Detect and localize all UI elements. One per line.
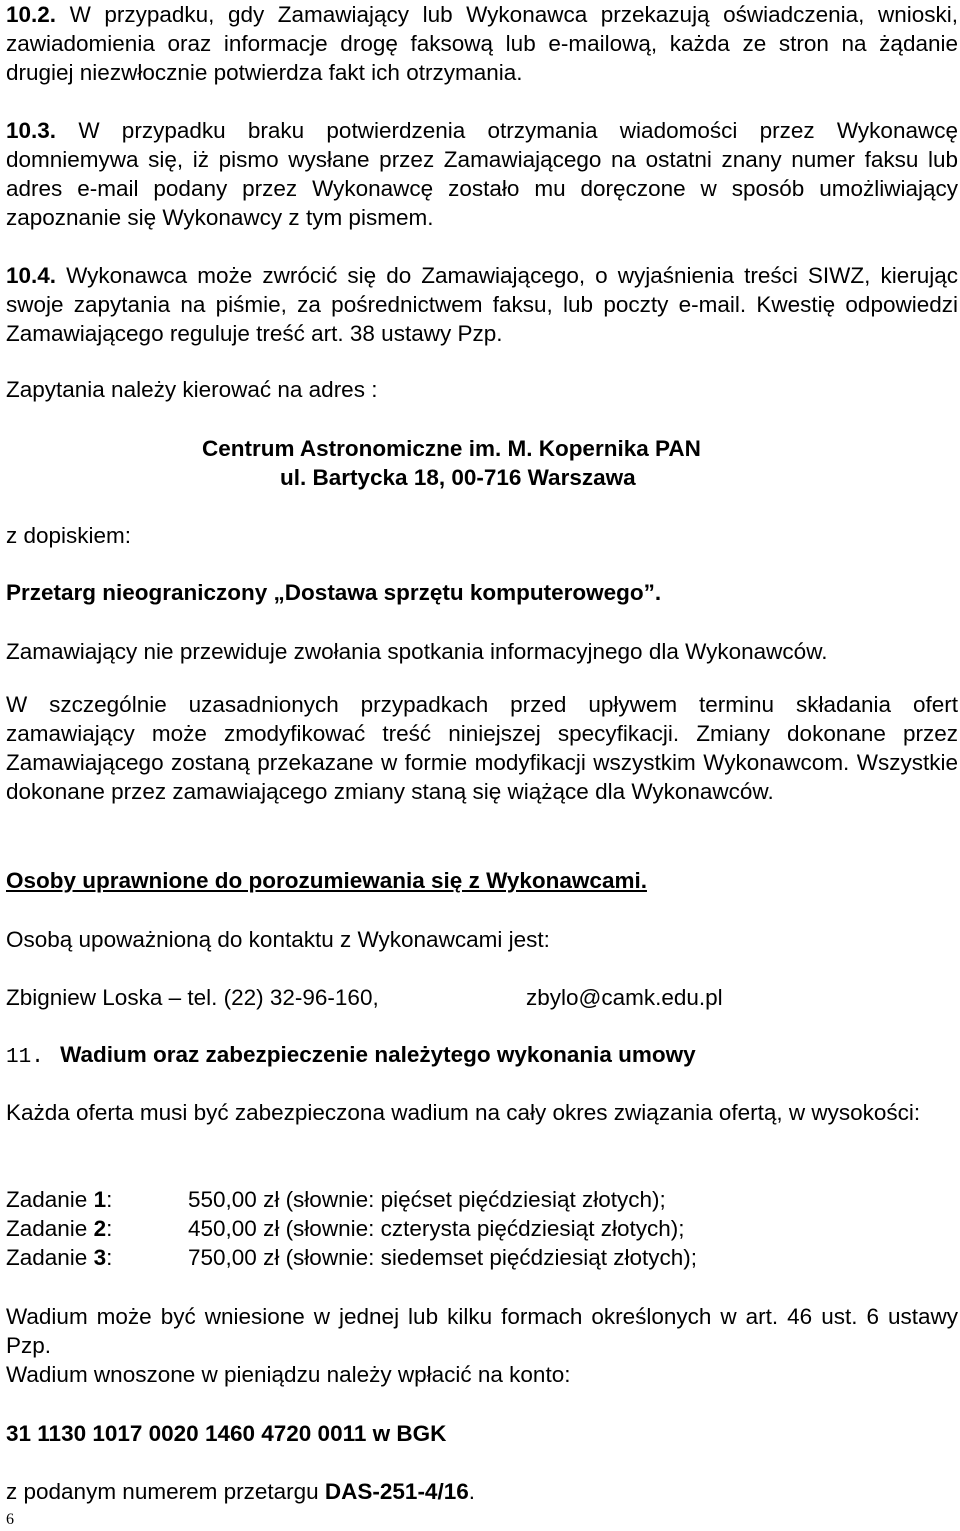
task-number: 2 [93,1216,107,1241]
address-line-2: ul. Bartycka 18, 00-716 Warszawa [280,465,636,490]
task-row-1 [6,1185,666,1214]
section-title: Wadium oraz zabezpieczenie należytego wykonania umowy [60,1042,696,1067]
section-text: W przypadku braku potwierdzenia otrzymania wiadomości przez Wykonawcę domniemywa się, iż pismo wysłane przez Zamawiającego na ostatni znany numer faksu lub adres e-mail podany przez Wykonawcę zostało mu doręczone w sposób umożliwiający zapoznanie się Wykonawcy z tym pismem. [6,118,958,230]
wadium-cash: Wadium wnoszone w pieniądzu należy wpłacić na konto: [6,1362,571,1387]
section-10-2 [6,0,958,87]
section-number: 10.4. [6,263,57,288]
tender-reference [6,1477,475,1506]
wadium-forms: Wadium może być wniesione w jednej lub kilku formach określonych w art. 46 ust. 6 ustawy Pzp. [6,1304,958,1358]
task-row-3 [6,1243,697,1272]
task-colon: : [106,1245,113,1270]
bank-account: 31 1130 1017 0020 1460 4720 0011 w BGK [6,1421,447,1446]
reference-suffix: . [468,1479,475,1504]
section-10-3 [6,116,958,232]
section-number: 11. [6,1046,44,1069]
task-colon: : [106,1216,113,1241]
contact-heading: Osoby uprawnione do porozumiewania się z Wykonawcami. [6,868,647,893]
address-intro: Zapytania należy kierować na adres : [6,377,378,402]
modifications-paragraph: W szczególnie uzasadnionych przypadkach przed upływem terminu składania ofert zamawiający może zmodyfikować treść niniejszej specyfikacji. Zmiany dokonane przez Zamawiającego zostaną przekazane w formie modyfikacji wszystkim Wykonawcom. Wszystkie dokonane przez zamawiającego zmiany staną się wiążące dla Wykonawców. [6,692,958,804]
task-label: Zadanie [6,1187,94,1212]
task-number: 3 [93,1245,107,1270]
section-number: 10.3. [6,118,57,143]
reference-number: DAS-251-4/16 [324,1479,469,1504]
contact-email: zbylo@camk.edu.pl [526,985,723,1010]
annotation-label: z dopiskiem: [6,523,132,548]
task-number: 1 [93,1187,107,1212]
address-line-1: Centrum Astronomiczne im. M. Kopernika PAN [202,436,701,461]
no-meeting-note: Zamawiający nie przewiduje zwołania spotkania informacyjnego dla Wykonawców. [6,639,828,664]
task-label: Zadanie [6,1216,94,1241]
section-text: W przypadku, gdy Zamawiający lub Wykonawca przekazują oświadczenia, wnioski, zawiadomienia oraz informacje drogę faksową lub e-mailową, każda ze stron na żądanie drugiej niezwłocznie potwierdza fakt ich otrzymania. [6,2,958,85]
section-number: 10.2. [6,2,57,27]
annotation-text: Przetarg nieograniczony „Dostawa sprzętu komputerowego”. [6,580,662,605]
task-row-2 [6,1214,684,1243]
task-label: Zadanie [6,1245,94,1270]
section-text: Wykonawca może zwrócić się do Zamawiającego, o wyjaśnienia treści SIWZ, kierując swoje zapytania na piśmie, za pośrednictwem faksu, lub poczty e-mail. Kwestię odpowiedzi Zamawiającego reguluje treść art. 38 ustawy Pzp. [6,263,958,346]
page-number: 6 [6,1511,14,1528]
task-amount: 750,00 zł (słownie: siedemset pięćdziesiąt złotych); [188,1245,697,1270]
section-11-heading [6,1040,696,1072]
wadium-intro: Każda oferta musi być zabezpieczona wadium na cały okres związania ofertą, w wysokości: [6,1100,921,1125]
reference-prefix: z podanym numerem przetargu [6,1479,325,1504]
task-colon: : [106,1187,113,1212]
task-amount: 550,00 zł (słownie: pięćset pięćdziesiąt złotych); [188,1187,666,1212]
contact-intro: Osobą upoważnioną do kontaktu z Wykonawcami jest: [6,927,550,952]
task-amount: 450,00 zł (słownie: czterysta pięćdziesiąt złotych); [188,1216,685,1241]
section-10-4 [6,261,958,348]
contact-person: Zbigniew Loska – tel. (22) 32-96-160, [6,985,379,1010]
